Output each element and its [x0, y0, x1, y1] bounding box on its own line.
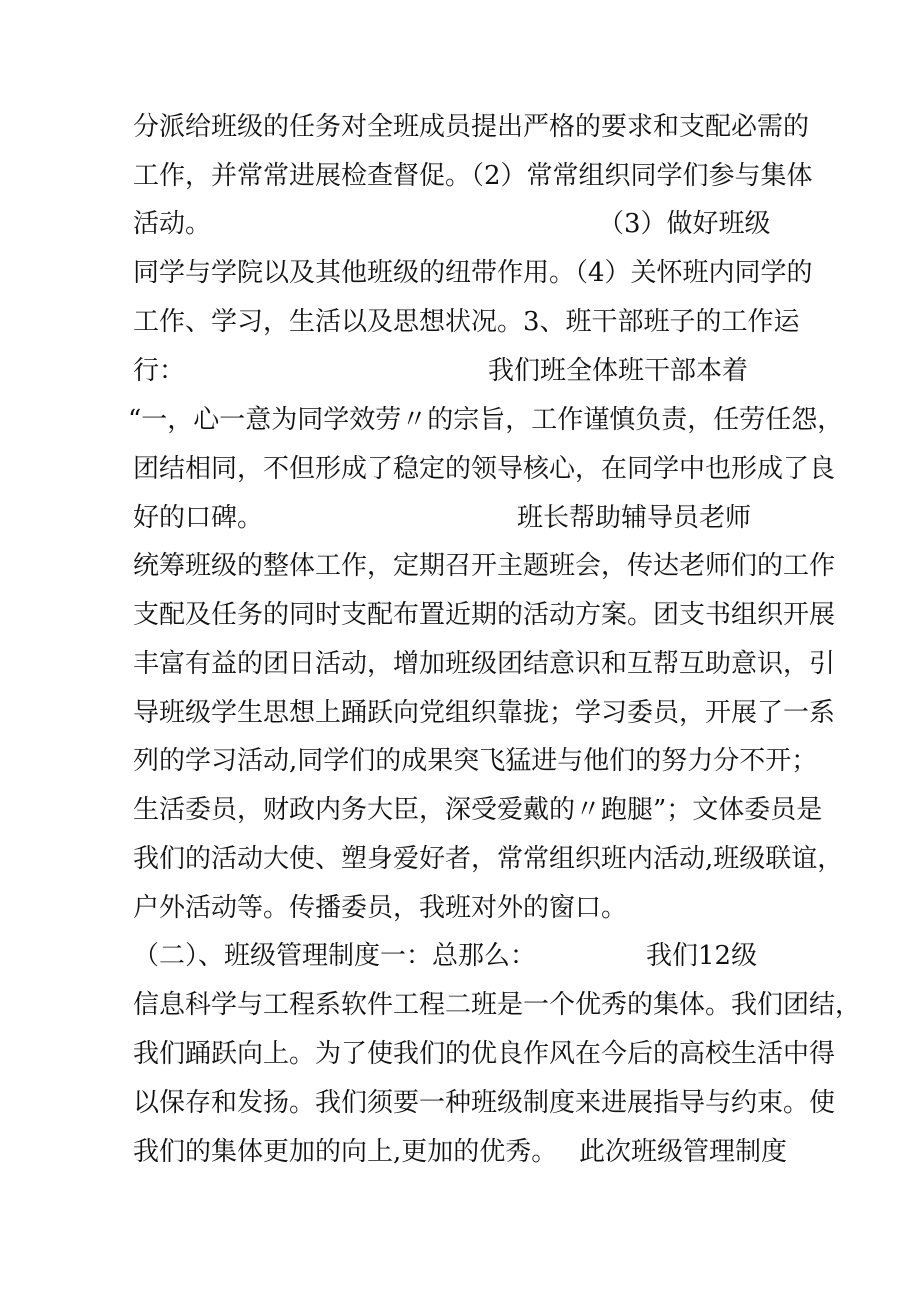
text-line-16: 我们的活动大使、塑身爱好者，常常组织班内活动,班级联谊，	[133, 844, 844, 874]
text-line-9: 好的口碑。	[133, 503, 264, 533]
section-heading-line-right: 我们12级	[646, 941, 758, 971]
text-line-2: 工作，并常常进展检查督促。（2）常常组织同学们参与集体	[133, 161, 813, 191]
section-heading-line: （二）、班级管理制度一：总那么：	[133, 941, 537, 971]
text-line-5: 工作、学习，生活以及思想状况。3、班干部班子的工作运	[133, 307, 800, 337]
text-line-22-right: 此次班级管理制度	[579, 1137, 788, 1167]
text-line-10: 统筹班级的整体工作，定期召开主题班会，传达老师们的工作	[133, 551, 836, 581]
text-line-13: 导班级学生思想上踊跃向党组织靠拢；学习委员，开展了一系	[133, 698, 836, 728]
text-line-3: 活动。	[133, 209, 212, 239]
text-line-7: “一，心一意为同学效劳〃的宗旨，工作谨慎负责，任劳任怨，	[128, 405, 844, 435]
text-line-9-right: 班长帮助辅导员老师	[517, 503, 752, 533]
text-line-4: 同学与学院以及其他班级的纽带作用。（4）关怀班内同学的	[133, 258, 813, 288]
text-line-20: 我们踊跃向上。为了使我们的优良作风在今后的高校生活中得	[133, 1039, 836, 1069]
text-line-3-right: （3）做好班级	[598, 209, 771, 239]
text-line-8: 团结相同，不但形成了稳定的领导核心，在同学中也形成了良	[133, 454, 836, 484]
text-line-14: 列的学习活动,同学们的成果突飞猛进与他们的努力分不开；	[133, 746, 818, 776]
text-line-11: 支配及任务的同时支配布置近期的活动方案。团支书组织开展	[133, 600, 836, 630]
text-line-22: 我们的集体更加的向上,更加的优秀。	[133, 1137, 558, 1167]
text-line-15: 生活委员，财政内务大臣，深受爱戴的〃跑腿”；文体委员是	[133, 795, 823, 825]
text-line-21: 以保存和发扬。我们须要一种班级制度来进展指导与约束。使	[133, 1088, 836, 1118]
text-line-1: 分派给班级的任务对全班成员提出严格的要求和支配必需的	[133, 112, 810, 142]
text-line-6: 行：	[133, 356, 186, 386]
text-line-17: 户外活动等。传播委员，我班对外的窗口。	[133, 893, 628, 923]
text-line-19: 信息科学与工程系软件工程二班是一个优秀的集体。我们团结，	[133, 990, 862, 1020]
text-line-12: 丰富有益的团日活动，增加班级团结意识和互帮互助意识，引	[133, 649, 836, 679]
text-line-6-right: 我们班全体班干部本着	[488, 356, 749, 386]
